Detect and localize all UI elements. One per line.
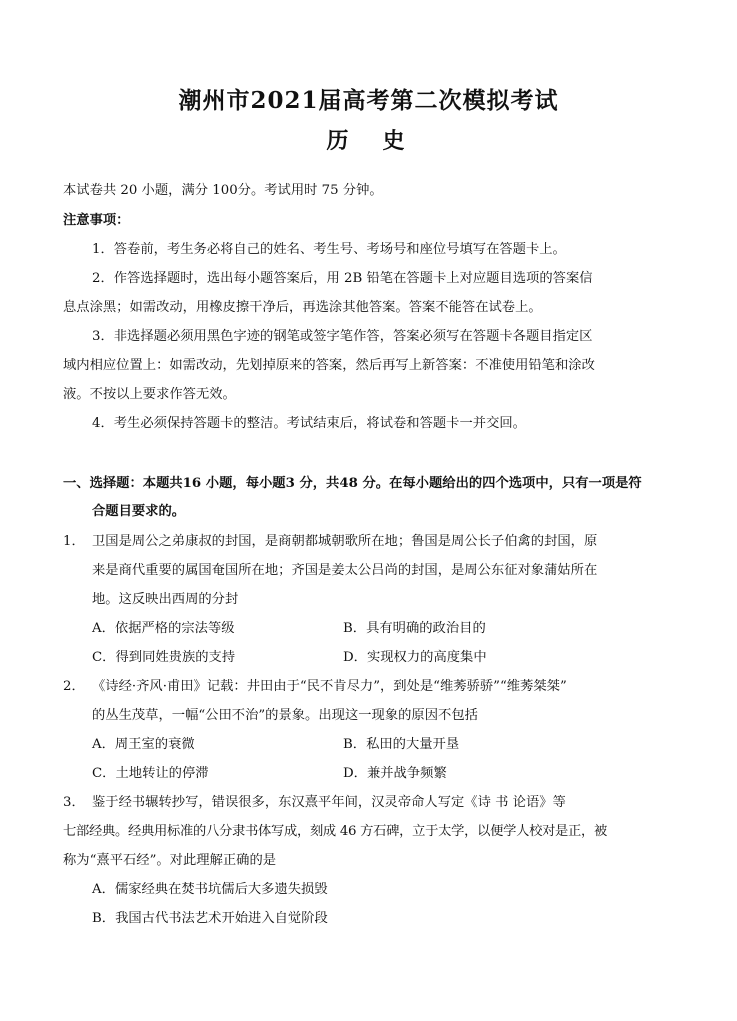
notice-item-2: 2．作答选择题时，选出每小题答案后，用 2B 铅笔在答题卡上对应题目选项的答案信 xyxy=(92,271,593,286)
section-heading-cont: 合题目要求的。 xyxy=(92,504,186,519)
subject-title: 历 史 xyxy=(326,128,411,154)
question-2-line-2: 的丛生茂草，一幅“公田不治”的景象。出现这一现象的原因不包括 xyxy=(92,708,478,723)
notice-item-2-cont: 息点涂黑；如需改动，用橡皮擦干净后，再选涂其他答案。答案不能答在试卷上。 xyxy=(63,300,542,315)
notice-item-4: 4．考生必须保持答题卡的整洁。考试结束后，将试卷和答题卡一并交回。 xyxy=(92,416,526,431)
notice-item-3-cont2: 液。不按以上要求作答无效。 xyxy=(63,387,236,402)
notice-item-1: 1．答卷前，考生务必将自己的姓名、考生号、考场号和座位号填写在答题卡上。 xyxy=(92,242,566,257)
question-2-option-a: A．周王室的衰微 xyxy=(92,737,195,752)
question-1-option-a: A．依据严格的宗法等级 xyxy=(92,621,235,636)
intro-text: 本试卷共 20 小题，满分 100分。考试用时 75 分钟。 xyxy=(63,183,383,198)
notice-item-3: 3．非选择题必须用黑色字迹的钢笔或签字笔作答，答案必须写在答题卡各题目指定区 xyxy=(92,329,593,344)
question-number: 2． xyxy=(63,679,85,694)
question-number: 3． xyxy=(63,795,85,810)
question-1-line-1: 卫国是周公之弟康叔的封国，是商朝都城朝歌所在地；鲁国是周公长子伯禽的封国，原 xyxy=(92,534,598,549)
question-2-option-d: D．兼并战争频繁 xyxy=(343,766,447,781)
section-heading: 一、选择题：本题共16 小题，每小题3 分，共48 分。在每小题给出的四个选项中，只有一项是符 xyxy=(63,476,642,491)
question-3-option-a: A．儒家经典在焚书坑儒后大多遗失损毁 xyxy=(92,882,328,897)
question-1-option-c: C．得到同姓贵族的支持 xyxy=(92,650,236,665)
question-3-line-1: 鉴于经书辗转抄写，错误很多，东汉熹平年间，汉灵帝命人写定《诗 书 论语》等 xyxy=(92,795,566,810)
exam-title: 潮州市2021届高考第二次模拟考试 xyxy=(178,87,559,114)
notice-item-3-cont: 域内相应位置上：如需改动，先划掉原来的答案，然后再写上新答案：不准使用铅笔和涂改 xyxy=(63,358,595,373)
question-1-line-2: 来是商代重要的属国奄国所在地；齐国是姜太公吕尚的封国，是周公东征对象蒲姑所在 xyxy=(92,563,598,578)
question-3-line-3: 称为“熹平石经”。对此理解正确的是 xyxy=(63,853,277,868)
question-number: 1． xyxy=(63,534,85,549)
question-1-option-d: D．实现权力的高度集中 xyxy=(343,650,487,665)
question-3-option-b: B．我国古代书法艺术开始进入自觉阶段 xyxy=(92,911,328,926)
question-3-line-2: 七部经典。经典用标准的八分隶书体写成，刻成 46 方石碑，立于太学，以便学人校对是正，被 xyxy=(63,824,608,839)
notice-heading: 注意事项： xyxy=(63,213,130,228)
question-2-option-c: C．土地转让的停滞 xyxy=(92,766,209,781)
question-2-line-1: 《诗经·齐风·甫田》记载：井田由于“民不肯尽力”，到处是“维莠骄骄”“维莠桀桀” xyxy=(92,679,567,694)
question-1-option-b: B．具有明确的政治目的 xyxy=(343,621,486,636)
question-2-option-b: B．私田的大量开垦 xyxy=(343,737,460,752)
question-1-line-3: 地。这反映出西周的分封 xyxy=(92,592,239,607)
